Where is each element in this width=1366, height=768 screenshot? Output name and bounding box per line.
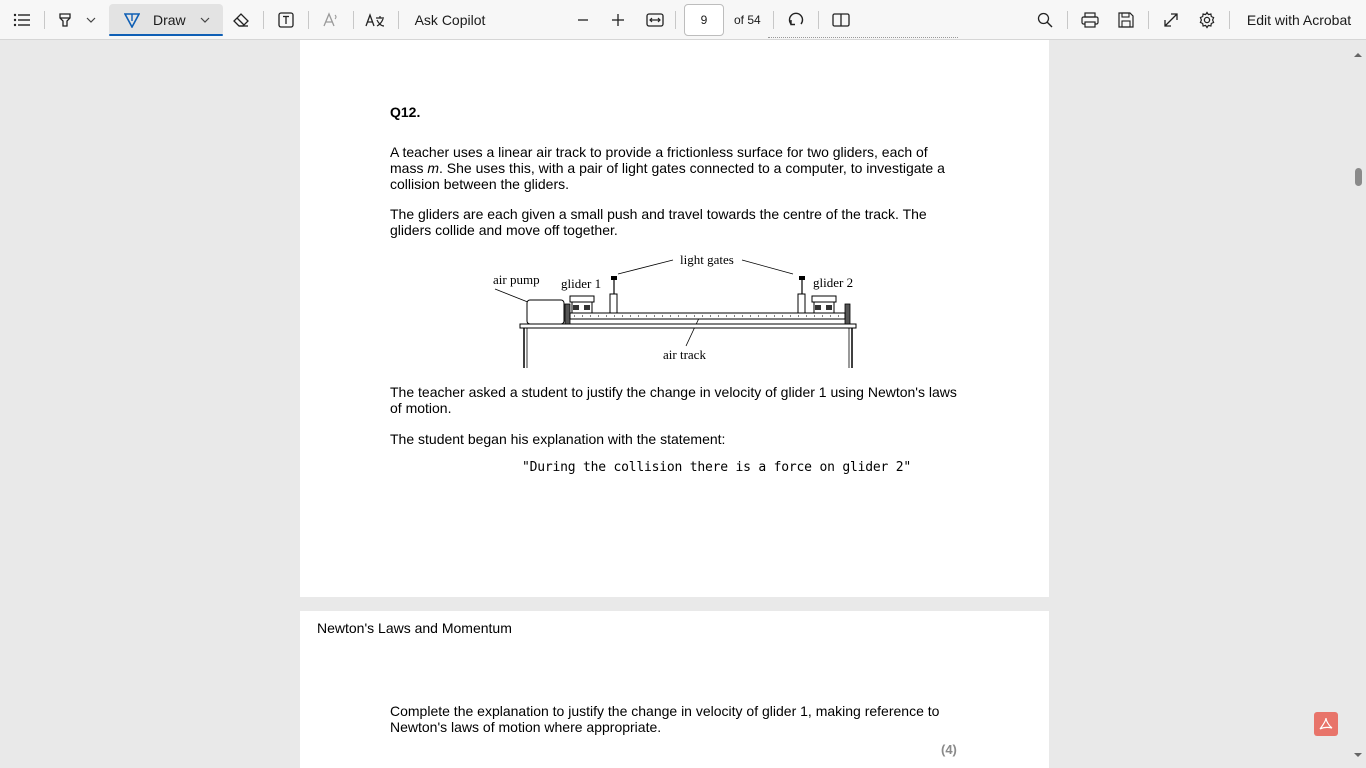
read-aloud-icon xyxy=(322,12,340,28)
label-light-gates: light gates xyxy=(680,252,734,267)
ask-copilot-button[interactable]: Ask Copilot xyxy=(414,12,486,28)
acrobat-icon xyxy=(1318,716,1334,732)
scroll-down-icon[interactable] xyxy=(1353,750,1363,760)
air-pump-box xyxy=(527,300,564,324)
label-air-pump: air pump xyxy=(493,272,540,287)
paragraph-line: collision between the gliders. xyxy=(390,176,569,192)
text-box-icon xyxy=(278,12,294,28)
settings-button[interactable] xyxy=(1195,0,1219,40)
toolbar-separator xyxy=(308,11,309,29)
contents-button[interactable] xyxy=(10,0,34,40)
erase-button[interactable] xyxy=(229,0,253,40)
toolbar-separator xyxy=(44,11,45,29)
page-header: Newton's Laws and Momentum xyxy=(317,620,512,636)
draw-label: Draw xyxy=(153,12,186,28)
vertical-scrollbar[interactable] xyxy=(1350,40,1366,768)
paragraph-line: A teacher uses a linear air track to provide a frictionless surface for two gliders, each of xyxy=(390,144,928,160)
scroll-up-icon[interactable] xyxy=(1353,50,1363,60)
fit-width-icon xyxy=(646,13,664,27)
air-track-diagram xyxy=(490,246,870,370)
paragraph-line: gliders collide and move off together. xyxy=(390,222,618,238)
toolbar-separator xyxy=(263,11,264,29)
print-button[interactable] xyxy=(1078,0,1102,40)
paragraph-text: . She uses this, with a pair of light gates connected to a computer, to investigate a xyxy=(439,160,945,176)
paragraph-text: mass xyxy=(390,160,428,176)
add-text-button[interactable] xyxy=(274,0,298,40)
toolbar-separator xyxy=(1229,11,1230,29)
save-button[interactable] xyxy=(1114,0,1138,40)
toolbar-separator xyxy=(1067,11,1068,29)
scrollbar-thumb[interactable] xyxy=(1355,168,1362,186)
acrobat-button[interactable] xyxy=(1314,712,1338,736)
translate-button[interactable] xyxy=(363,0,387,40)
list-icon xyxy=(13,13,31,27)
draw-button[interactable] xyxy=(109,4,223,36)
fullscreen-button[interactable] xyxy=(1159,0,1183,40)
chevron-down-icon xyxy=(86,17,96,23)
air-track xyxy=(565,304,850,324)
paragraph-line: The gliders are each given a small push and travel towards the centre of the track. The xyxy=(390,206,927,222)
pdf-page-9 xyxy=(300,40,1049,597)
previous-text-remnant xyxy=(768,37,958,41)
label-glider-1: glider 1 xyxy=(561,276,602,291)
zoom-in-button[interactable] xyxy=(606,0,630,40)
edit-with-acrobat-button[interactable]: Edit with Acrobat xyxy=(1246,12,1352,28)
marks-label: (4) xyxy=(941,742,957,757)
rotate-icon xyxy=(787,11,805,29)
page-view-icon xyxy=(832,13,850,27)
question-number: Q12. xyxy=(390,104,421,120)
save-icon xyxy=(1118,12,1134,28)
toolbar-separator xyxy=(353,11,354,29)
search-button[interactable] xyxy=(1033,0,1057,40)
student-quote: "During the collision there is a force on glider 2" xyxy=(522,460,911,475)
print-icon xyxy=(1081,12,1099,28)
plus-icon xyxy=(611,13,625,27)
translate-icon xyxy=(365,12,385,28)
gear-icon xyxy=(1198,11,1216,29)
page-view-button[interactable] xyxy=(829,0,853,40)
read-aloud-button[interactable] xyxy=(319,0,343,40)
paragraph-line: Complete the explanation to justify the change in velocity of glider 1, making reference to xyxy=(390,703,940,719)
pdf-toolbar xyxy=(0,0,1366,40)
toolbar-separator xyxy=(1148,11,1149,29)
paragraph-line: Newton's laws of motion where appropriate. xyxy=(390,719,662,735)
chevron-down-icon[interactable] xyxy=(200,17,210,23)
label-air-track: air track xyxy=(663,347,706,362)
glider-2 xyxy=(812,296,836,313)
page-total: of 54 xyxy=(734,13,761,27)
page-number-input[interactable] xyxy=(684,4,724,36)
paragraph-line xyxy=(390,160,945,176)
fit-to-width-button[interactable] xyxy=(643,0,667,40)
paragraph-line: The teacher asked a student to justify the change in velocity of glider 1 using Newton's laws xyxy=(390,384,957,400)
toolbar-separator xyxy=(818,11,819,29)
light-gate-2 xyxy=(798,276,805,313)
highlight-options-dropdown[interactable] xyxy=(82,0,100,40)
glider-1 xyxy=(570,296,594,313)
toolbar-separator xyxy=(398,11,399,29)
paragraph-line: The student began his explanation with the statement: xyxy=(390,431,726,447)
toolbar-separator xyxy=(675,11,676,29)
mass-symbol: m xyxy=(427,160,440,176)
expand-icon xyxy=(1163,12,1179,28)
minus-icon xyxy=(576,13,590,27)
zoom-out-button[interactable] xyxy=(571,0,595,40)
eraser-icon xyxy=(232,12,250,28)
toolbar-separator xyxy=(773,11,774,29)
pen-icon xyxy=(124,12,140,28)
light-gate-1 xyxy=(610,276,617,313)
label-glider-2: glider 2 xyxy=(813,275,854,290)
paragraph-line: of motion. xyxy=(390,400,452,416)
pdf-page-10 xyxy=(300,611,1049,768)
search-icon xyxy=(1037,12,1053,28)
highlight-button[interactable] xyxy=(53,0,77,40)
highlighter-icon xyxy=(57,12,73,28)
rotate-button[interactable] xyxy=(784,0,808,40)
